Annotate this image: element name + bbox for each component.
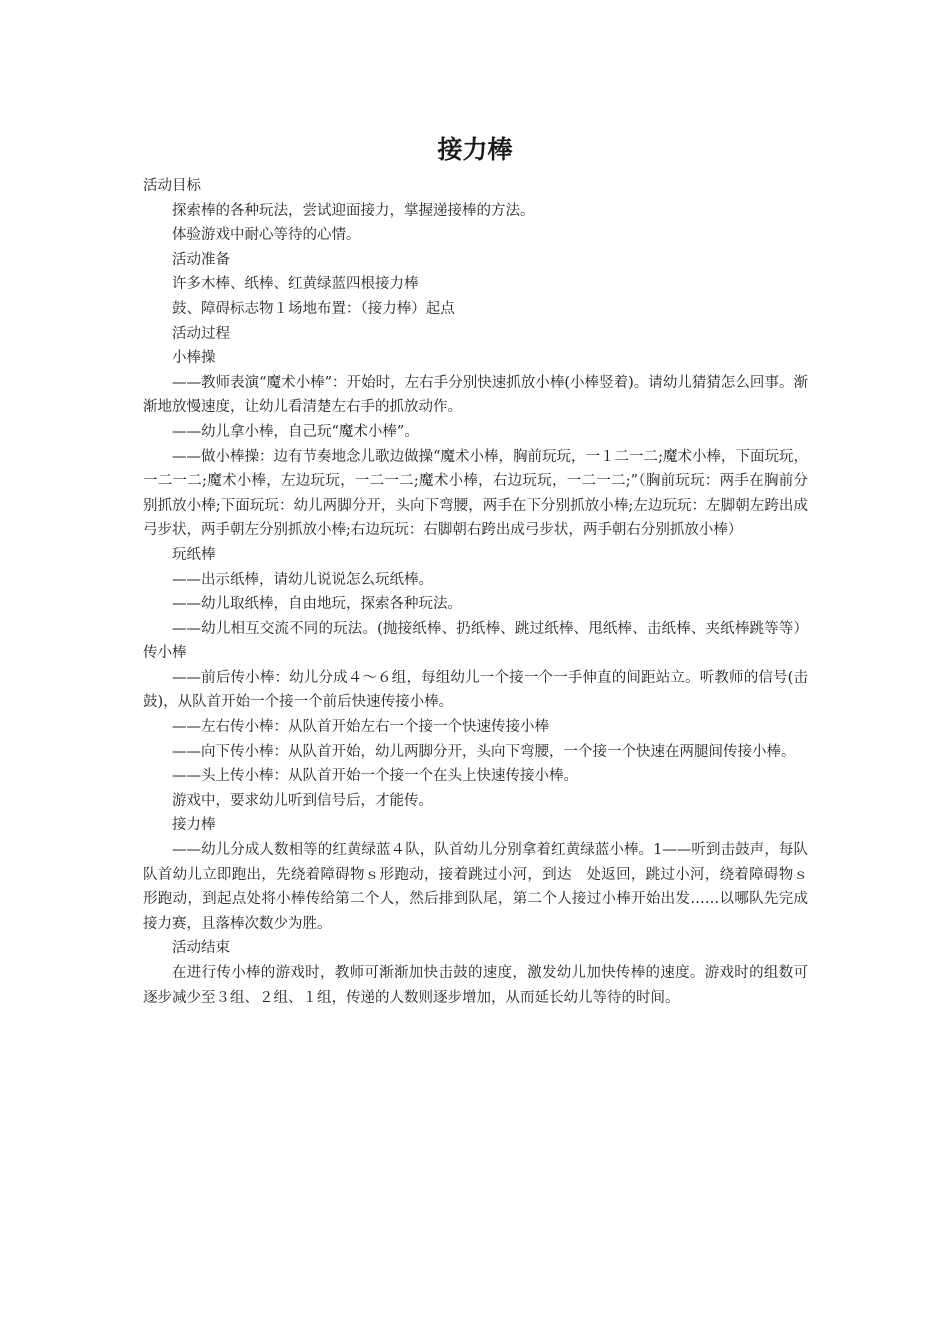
paragraph: ——幼儿相互交流不同的玩法。(抛接纸棒、扔纸棒、跳过纸棒、甩纸棒、击纸棒、夹纸棒跳等等）传小棒 <box>143 620 808 662</box>
paragraph: ——幼儿取纸棒，自由地玩，探索各种玩法。 <box>172 596 462 613</box>
paragraph: 游戏中，要求幼儿听到信号后，才能传。 <box>172 792 433 809</box>
page-title: 接力棒 <box>437 135 513 164</box>
paragraph: ——幼儿分成人数相等的红黄绿蓝４队，队首幼儿分别拿着红黄绿蓝小棒。1——听到击鼓声，每队队首幼儿立即跑出，先绕着障碍物ｓ形跑动，接着跳过小河，到达 处返回，跳过小河，绕着障碍物ｓ形跑动，到起点处将小棒传给第二个人，然后排到队尾，第二个人接过小棒开始出发……以哪队先完成接力赛，且落棒次数少为胜。 <box>143 842 808 932</box>
paragraph: 在进行传小棒的游戏时，教师可渐渐加快击鼓的速度，激发幼儿加快传棒的速度。游戏时的组数可逐步减少至３组、２组、１组，传递的人数则逐步增加，从而延长幼儿等待的时间。 <box>143 965 808 1006</box>
paragraph: 玩纸棒 <box>172 546 216 563</box>
paragraph: 鼓、障碍标志物１场地布置：（接力棒）起点 <box>172 300 455 317</box>
paragraph: 活动目标 <box>143 178 201 194</box>
paragraph: 活动结束 <box>172 940 230 957</box>
paragraph: ——头上传小棒：从队首开始一个接一个在头上快速传接小棒。 <box>172 768 578 785</box>
paragraph: ——幼儿拿小棒，自己玩“魔术小棒”。 <box>172 423 419 440</box>
paragraph: 体验游戏中耐心等待的心情。 <box>172 227 361 244</box>
document-body <box>143 174 808 1010</box>
paragraph: 接力棒 <box>172 817 216 834</box>
paragraph: ——前后传小棒：幼儿分成４～６组，每组幼儿一个接一个一手伸直的间距站立。听教师的信号(击鼓)，从队首开始一个接一个前后快速传接小棒。 <box>143 669 808 711</box>
paragraph: ——教师表演“魔术小棒”：开始时，左右手分别快速抓放小棒(小棒竖着)。请幼儿猜猜怎么回事。渐渐地放慢速度，让幼儿看清楚左右手的抓放动作。 <box>143 374 808 416</box>
paragraph: 活动过程 <box>172 325 230 342</box>
paragraph: 许多木棒、纸棒、红黄绿蓝四根接力棒 <box>172 276 419 293</box>
paragraph: 活动准备 <box>172 251 230 268</box>
paragraph: ——做小棒操：边有节奏地念儿歌边做操“魔术小棒，胸前玩玩，一１二一二;魔术小棒，下面玩玩，一二一二;魔术小棒，左边玩玩，一二一二;魔术小棒，右边玩玩，一二一二;”（胸前玩玩：两手在胸前分别抓放小棒;下面玩玩：幼儿两脚分开，头向下弯腰，两手在下分别抓放小棒;左边玩玩：左脚朝左跨出成弓步状，两手朝左分别抓放小棒;右边玩玩：右脚朝右跨出成弓步状，两手朝右分别抓放小棒） <box>143 448 808 539</box>
paragraph: ——出示纸棒，请幼儿说说怎么玩纸棒。 <box>172 571 433 588</box>
paragraph: ——向下传小棒：从队首开始，幼儿两脚分开，头向下弯腰，一个接一个快速在两腿间传接小棒。 <box>172 743 796 760</box>
paragraph: ——左右传小棒：从队首开始左右一个接一个快速传接小棒 <box>172 719 549 736</box>
paragraph: 小棒操 <box>172 350 216 367</box>
paragraph: 探索棒的各种玩法，尝试迎面接力，掌握递接棒的方法。 <box>172 202 535 219</box>
